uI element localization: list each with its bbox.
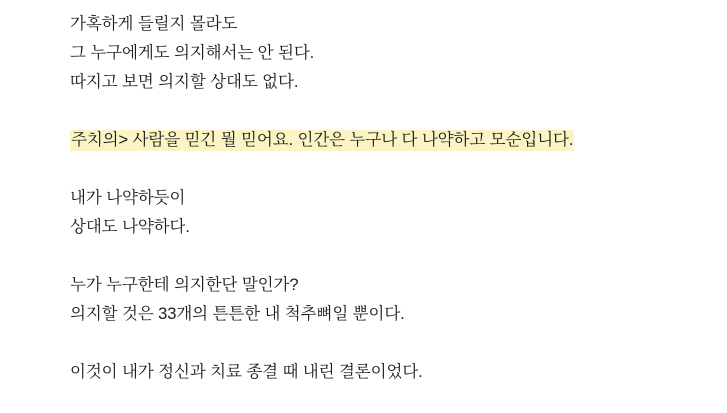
text-line: 그 누구에게도 의지해서는 안 된다. — [70, 44, 315, 62]
text-line: 이것이 내가 정신과 치료 종결 때 내린 결론이었다. — [70, 363, 423, 381]
paragraph-spacer — [70, 329, 727, 358]
text-line: 의지할 것은 33개의 튼튼한 내 척추뼈일 뿐이다. — [70, 305, 405, 323]
text-line: 내가 나약하듯이 — [70, 189, 186, 207]
paragraph-spacer — [70, 242, 727, 271]
highlight-mark: 주치의> 사람을 믿긴 뭘 믿어요. 인간은 누구나 다 나약하고 모순입니다. — [71, 131, 574, 149]
paragraph — [70, 10, 727, 97]
paragraph-spacer — [70, 155, 727, 184]
paragraph-spacer — [70, 97, 727, 126]
paragraph — [70, 184, 727, 242]
text-line: 상대도 나약하다. — [70, 218, 190, 236]
paragraph — [70, 358, 727, 387]
document-text-body[interactable] — [70, 10, 727, 387]
text-line: 누가 누구한테 의지한단 말인가? — [70, 276, 299, 294]
highlighted-text-line — [70, 126, 574, 155]
paragraph — [70, 271, 727, 329]
text-line: 따지고 보면 의지할 상대도 없다. — [70, 73, 299, 91]
text-line: 가혹하게 들릴지 몰라도 — [70, 15, 238, 33]
highlighted-paragraph — [70, 126, 727, 155]
